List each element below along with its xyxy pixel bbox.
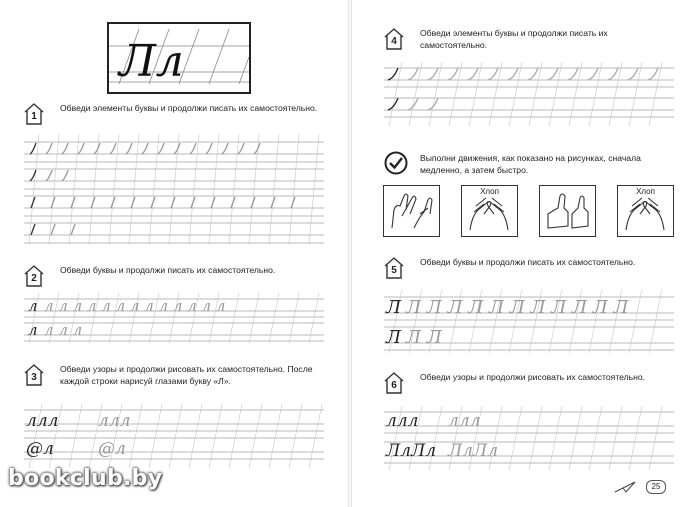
task-1-writing-lines (24, 134, 324, 244)
task-6-number: 6 (391, 380, 397, 391)
page-number: 25 (646, 480, 666, 494)
task-4-text: Обведи элементы буквы и продолжи писать их самостоятельно. (420, 28, 608, 50)
thumbs-up-hands-icon (540, 186, 595, 236)
svg-text:Л Л Л Л Л Л Л Л Л Л Л: Л Л Л Л Л Л Л Л Л Л Л (406, 297, 629, 318)
svg-text:@л: @л (26, 439, 54, 459)
task-5-writing-lines (384, 289, 674, 353)
svg-text:@л: @л (98, 439, 126, 459)
task-4-house-icon (384, 28, 404, 50)
task-1-house-icon (24, 103, 44, 125)
gesture-crossed-fingers (383, 185, 440, 237)
task-5-house-icon (384, 257, 404, 279)
task-2-writing-lines (24, 293, 324, 343)
task-3-number: 3 (31, 372, 37, 383)
svg-text:ллл: ллл (98, 411, 131, 431)
svg-text:Л: Л (386, 297, 402, 318)
letter-sample-lines (109, 24, 249, 92)
task-3-writing-lines (24, 404, 324, 468)
gesture-thumbs-up (539, 185, 596, 237)
gesture-sequence (383, 185, 673, 237)
gesture-clap-2 (617, 185, 674, 237)
watermark-text: bookclub.by (8, 466, 163, 491)
svg-text:ллл: ллл (26, 411, 59, 431)
task-6-text: Обведи узоры и продолжи рисовать их самостоятельно. (420, 372, 646, 382)
gesture-2-caption: Хлоп (480, 187, 499, 196)
letter-sample-box (107, 22, 251, 94)
task-5-number: 5 (391, 265, 397, 276)
task-2-house-icon (24, 265, 44, 287)
svg-text:л л л: л л л (44, 321, 83, 339)
svg-text:ЛлЛл: ЛлЛл (448, 441, 499, 461)
svg-text:л: л (28, 297, 38, 315)
book-gutter (348, 0, 352, 507)
svg-text:ллл: ллл (448, 411, 481, 431)
task-2-text: Обведи буквы и продолжи писать их самостоятельно. (60, 265, 276, 275)
svg-text:ллл: ллл (386, 411, 419, 431)
task-1-number: 1 (31, 111, 37, 122)
task-4-number: 4 (391, 36, 397, 47)
svg-text:л: л (28, 321, 38, 339)
task-2-number: 2 (31, 273, 37, 284)
task-1-text: Обведи элементы буквы и продолжи писать их самостоятельно. (60, 103, 318, 113)
clapping-hands-icon-2 (618, 186, 673, 236)
task-4-writing-lines (384, 62, 674, 132)
exercise-text: Выполни движения, как показано на рисунках, сначала медленно, а затем быстро. (420, 153, 641, 175)
task-6-writing-lines (384, 406, 674, 470)
checkmark-icon (384, 151, 408, 175)
gesture-4-caption: Хлоп (636, 187, 655, 196)
task-3-text: Обведи узоры и продолжи рисовать их самостоятельно. После каждой строки нарисуй глазами букву «Л». (60, 364, 313, 386)
svg-text:ЛлЛл: ЛлЛл (386, 441, 437, 461)
task-3-house-icon (24, 364, 44, 386)
task-5-text: Обведи буквы и продолжи писать их самостоятельно. (420, 257, 636, 267)
gesture-clap-1 (461, 185, 518, 237)
task-6-house-icon (384, 372, 404, 394)
svg-text:Л Л: Л Л (406, 327, 442, 348)
crossed-fingers-hands-icon (384, 186, 439, 236)
svg-text:л л л л л л л л л л л л л: л л л л л л л л л л л л л (44, 297, 226, 315)
clapping-hands-icon (462, 186, 517, 236)
header-letters: Лл (119, 36, 184, 87)
svg-text:Л: Л (386, 327, 402, 348)
publisher-logo-icon (614, 480, 636, 494)
